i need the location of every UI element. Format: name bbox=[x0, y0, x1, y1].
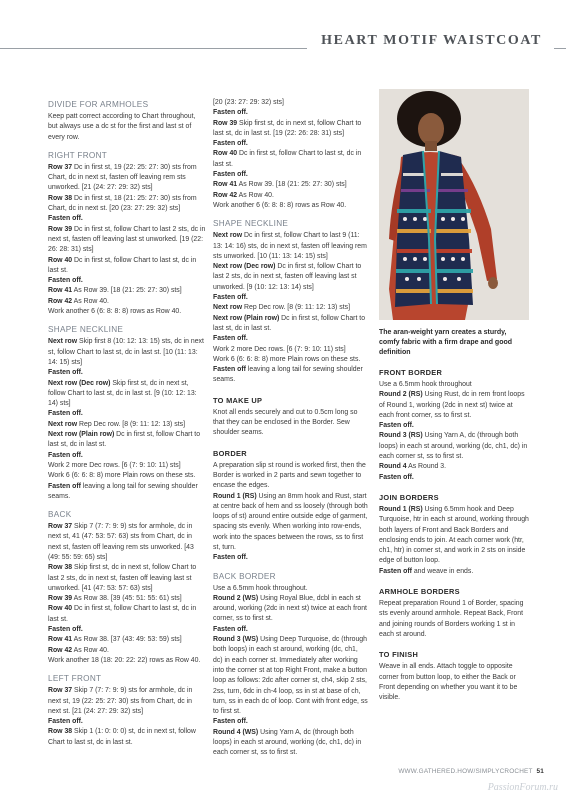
paragraph: Fasten off. bbox=[213, 140, 248, 148]
paragraph: Row 42 As Row 40. bbox=[48, 297, 109, 305]
paragraph: Row 42 As Row 40. bbox=[48, 646, 109, 654]
paragraph: Row 38 Skip 1 (1: 0: 0: 0) st, dc in next st, follow Chart to last st, dc in last st. bbox=[48, 728, 196, 746]
section-title: FRONT BORDER bbox=[379, 368, 443, 377]
paragraph: Next row Skip first 8 (10: 12: 13: 15) sts, dc in next st, follow Chart to last st, dc in last st. [10 (11: 13: 14: 15) sts] bbox=[48, 338, 204, 366]
paragraph: Row 42 As Row 40. bbox=[213, 191, 274, 199]
paragraph: Fasten off. bbox=[213, 554, 248, 562]
paragraph: Fasten off. bbox=[48, 215, 83, 223]
paragraph: A preparation slip st round is worked first, then the Border is worked in 2 parts and sewn together to encase the edges. bbox=[213, 461, 366, 490]
paragraph: Work 2 more Dec rows. [6 (7: 9: 10: 11) sts] bbox=[213, 345, 346, 353]
paragraph: Round 2 (WS) Using Royal Blue, dcbl in each st around, working (2dc in next st) twice at each front corner, ss to first st. bbox=[213, 594, 367, 623]
paragraph: Row 37 Skip 7 (7: 7: 9: 9) sts for armhole, dc in next st, 19 (22: 25: 27: 30) sts from Chart, dc in next st. [21 (24: 27: 29: 32) sts] bbox=[48, 687, 193, 715]
model-photo bbox=[379, 89, 529, 320]
section-title: LEFT FRONT bbox=[48, 674, 102, 684]
paragraph: Fasten off leaving a long tail for sewing shoulder seams. bbox=[213, 366, 363, 384]
photo-caption: The aran-weight yarn creates a sturdy, comfy fabric with a firm drape and good definition bbox=[379, 329, 513, 356]
paragraph: Row 41 As Row 38. [37 (43: 49: 53: 59) sts] bbox=[48, 636, 182, 644]
paragraph: Fasten off. bbox=[213, 335, 248, 343]
paragraph: Fasten off. bbox=[48, 626, 83, 634]
paragraph: Row 38 Dc in first st, 18 (21: 25: 27: 30) sts from Chart, dc in next st. [20 (23: 27: 29: 32) sts] bbox=[48, 194, 197, 213]
paragraph: Round 1 (RS) Using an 8mm hook and Rust, start at centre back of hem and ss loosely (through both loops of st) around entire outside edge of garment, spacing sts evenly. When working into row-ends, work into the spaces between the rows, ss to first st, turn. bbox=[213, 492, 368, 551]
paragraph: Row 40 Dc in first st, follow Chart to last st, dc in last st. bbox=[48, 256, 197, 274]
paragraph: Work 6 (6: 6: 8: 8) more Plain rows on these sts. bbox=[213, 355, 361, 363]
paragraph: Fasten off. bbox=[48, 369, 83, 377]
column-1 bbox=[48, 100, 206, 748]
page-number: 51 bbox=[536, 768, 544, 775]
paragraph: Fasten off leaving a long tail for sewing shoulder seams. bbox=[48, 482, 198, 500]
paragraph: Use a 6.5mm hook throughout bbox=[379, 381, 472, 388]
model-wearing-waistcoat-photo-icon bbox=[379, 89, 529, 320]
paragraph: Fasten off. bbox=[213, 718, 248, 726]
paragraph: Fasten off. bbox=[379, 473, 414, 481]
page-footer bbox=[398, 768, 544, 775]
paragraph: Fasten off. bbox=[213, 109, 248, 117]
section-title: TO FINISH bbox=[379, 650, 419, 660]
paragraph: Row 39 Dc in first st, follow Chart to last 2 sts, dc in next st, fasten off leaving last st unworked. [19 (22: 26: 28: 31) sts] bbox=[48, 225, 206, 254]
paragraph: Round 3 (WS) Using Deep Turquoise, dc (through both loops) in each st around, working (dc, ch1, dc) in each corner st. Immediately after working into the corner st at top Right Front, make a button loop as follows: 2dc after corner st, ch4, skip 2 sts, 2ss, turn, 6dc in ch-4 loop, ss in st at base of ch, turn, ss in each dc of loop. Cont with front edge, ss to first st. bbox=[213, 636, 368, 716]
paragraph: Weave in all ends. Attach toggle to opposite corner from button loop, to either the Back or Front depending on whether you want it to be visible. bbox=[379, 663, 518, 702]
column-2 bbox=[213, 100, 369, 759]
paragraph: Work another 6 (6: 8: 8: 8) rows as Row 40. bbox=[48, 308, 182, 316]
section-title: BORDER bbox=[213, 448, 247, 458]
paragraph: Row 37 Skip 7 (7: 7: 9: 9) sts for armhole, dc in next st, 41 (47: 53: 57: 63) sts from Chart, dc in next st, fasten off leaving rem sts unworked. [43 (49: 55: 59: 65) sts] bbox=[48, 523, 194, 561]
paragraph: Row 37 Dc in first st, 19 (22: 25: 27: 30) sts from Chart, dc in next st, fasten off leaving rem sts unworked. [21 (24: 27: 29: 32) sts] bbox=[48, 163, 197, 192]
paragraph: Repeat preparation Round 1 of Border, spacing sts evenly around armhole. Repeat Back, Front and joining rounds of Borders working 1 st in each st around. bbox=[379, 600, 524, 638]
paragraph: Round 3 (RS) Using Yarn A, dc (through both loops) in each st around, working (dc, ch1, dc) in each corner st, ss to first st. bbox=[379, 432, 528, 461]
section-title: TO MAKE UP bbox=[213, 395, 263, 405]
paragraph: Next row (Plain row) Dc in first st, follow Chart to last st, dc in last st. bbox=[48, 431, 201, 449]
paragraph: Next row Dc in first st, follow Chart to last 9 (11: 13: 14: 16) sts, dc in next st, fasten off leaving rem sts unworked. [10 (11: 13: 14: 15) sts] bbox=[213, 232, 367, 260]
paragraph: Row 39 As Row 38. [39 (45: 51: 55: 61) sts] bbox=[48, 595, 182, 603]
paragraph: Keep patt correct according to Chart throughout, but always use a dc st for the first and last st of every row. bbox=[48, 113, 196, 141]
paragraph: Row 41 As Row 39. [18 (21: 25: 27: 30) sts] bbox=[213, 181, 347, 189]
paragraph: Fasten off. bbox=[213, 294, 248, 302]
paragraph: Row 40 Dc in first st, follow Chart to last st, dc in last st. bbox=[213, 150, 362, 168]
paragraph: Use a 6.5mm hook throughout. bbox=[213, 584, 308, 592]
paragraph: Round 2 (RS) Using Rust, dc in rem front loops of Round 1, working (2dc in next st) twice at each front corner, ss to first st. bbox=[379, 391, 525, 419]
page-title: HEART MOTIF WAISTCOAT bbox=[307, 30, 554, 52]
paragraph: Next row Rep Dec row. [8 (9: 11: 12: 13) sts] bbox=[48, 420, 185, 428]
footer-url: WWW.GATHERED.HOW/SIMPLYCROCHET bbox=[398, 768, 533, 775]
paragraph: Work another 6 (6: 8: 8: 8) rows as Row 40. bbox=[213, 201, 347, 209]
paragraph: Next row (Plain row) Dc in first st, follow Chart to last st, dc in last st. bbox=[213, 314, 366, 332]
section-title: ARMHOLE BORDERS bbox=[379, 587, 460, 597]
paragraph: Row 41 As Row 39. [18 (21: 25: 27: 30) sts] bbox=[48, 287, 182, 295]
paragraph: Row 38 Skip first st, dc in next st, follow Chart to last 2 sts, dc in next st, fasten off leaving last st unworked. [41 (47: 53: 57: 63) sts] bbox=[48, 564, 197, 592]
paragraph: Fasten off. bbox=[48, 277, 83, 285]
paragraph: Fasten off. bbox=[48, 410, 83, 418]
paragraph: Fasten off. bbox=[48, 451, 83, 459]
paragraph: Work 6 (6: 6: 8: 8) more Plain rows on these sts. bbox=[48, 472, 196, 480]
paragraph: Fasten off. bbox=[379, 422, 414, 430]
paragraph: Fasten off. bbox=[213, 171, 248, 179]
paragraph: Next row (Dec row) Skip first st, dc in next st, follow Chart to last st, dc in last st. [9 (10: 12: 13: 14) sts] bbox=[48, 379, 197, 408]
paragraph: Round 4 (WS) Using Yarn A, dc (through both loops) in each st around, working (dc, ch1, dc) in each corner st, ss to first st. bbox=[213, 728, 362, 757]
paragraph: Fasten off. bbox=[213, 625, 248, 633]
paragraph: Fasten off and weave in ends. bbox=[379, 567, 474, 575]
section-title: DIVIDE FOR ARMHOLES bbox=[48, 100, 149, 109]
paragraph: Work 2 more Dec rows. [6 (7: 9: 10: 11) sts] bbox=[48, 461, 181, 469]
section-title: JOIN BORDERS bbox=[379, 492, 439, 502]
section-title: BACK BORDER bbox=[213, 571, 276, 581]
paragraph: Next row Rep Dec row. [8 (9: 11: 12: 13) sts] bbox=[213, 304, 350, 312]
paragraph: [20 (23: 27: 29: 32) sts] bbox=[213, 99, 284, 106]
paragraph: Knot all ends securely and cut to 0.5cm long so that they can be enclosed in the Border. Sew shoulder seams. bbox=[213, 408, 358, 437]
paragraph: Round 1 (RS) Using 6.5mm hook and Deep Turquoise, htr in each st around, working through both layers of Front and Back Borders and enclosing ends to join. At each corner work (htr, ch1, htr) in corner st, and work in 2 sts on inside edge of button loop. bbox=[379, 505, 529, 565]
paragraph: Row 39 Skip first st, dc in next st, follow Chart to last st, dc in last st. [19 (22: 26: 28: 31) sts] bbox=[213, 119, 362, 137]
paragraph: Row 40 Dc in first st, follow Chart to last st, dc in last st. bbox=[48, 605, 197, 623]
section-title: SHAPE NECKLINE bbox=[213, 219, 289, 229]
section-title: BACK bbox=[48, 510, 72, 520]
paragraph: Work another 18 (18: 20: 22: 22) rows as Row 40. bbox=[48, 656, 201, 664]
watermark: PassionForum.ru bbox=[487, 782, 558, 793]
paragraph: Fasten off. bbox=[48, 718, 83, 726]
paragraph: Round 4 As Round 3. bbox=[379, 463, 447, 471]
paragraph: Next row (Dec row) Dc in first st, follow Chart to last 2 sts, dc in next st, fasten off leaving last st unworked. [9 (10: 12: 13: 14) sts] bbox=[213, 263, 362, 291]
section-title: SHAPE NECKLINE bbox=[48, 325, 124, 335]
section-title: RIGHT FRONT bbox=[48, 150, 108, 160]
column-3 bbox=[379, 100, 529, 703]
